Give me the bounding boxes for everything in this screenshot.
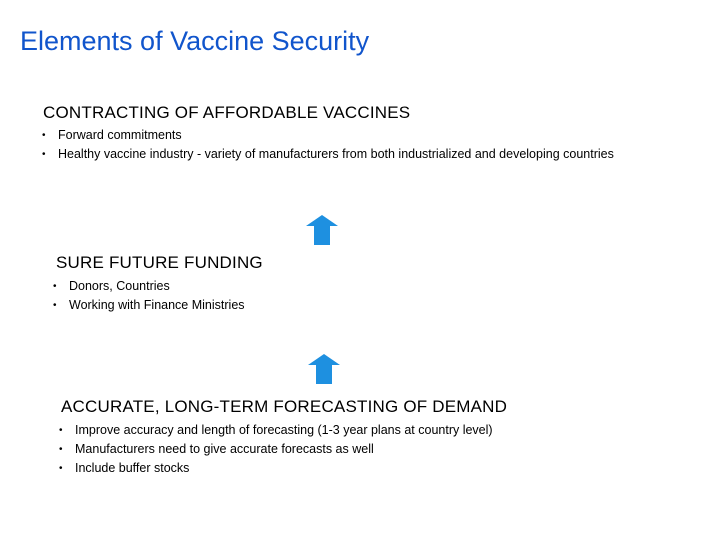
- list-item-text: Forward commitments: [58, 128, 182, 142]
- list-item: [42, 126, 642, 145]
- bullet-icon: •: [42, 130, 46, 141]
- section-heading: ACCURATE, LONG-TERM FORECASTING OF DEMAND: [61, 397, 508, 416]
- list-item-text: Include buffer stocks: [75, 461, 190, 475]
- section-heading: CONTRACTING OF AFFORDABLE VACCINES: [43, 103, 411, 122]
- bullet-list: [59, 421, 619, 478]
- list-item-text: Improve accuracy and length of forecasting (1-3 year plans at country level): [75, 423, 493, 437]
- list-item: [53, 277, 453, 296]
- section-heading: SURE FUTURE FUNDING: [56, 253, 263, 272]
- bullet-icon: •: [59, 444, 63, 455]
- list-item-text: Donors, Countries: [69, 279, 170, 293]
- list-item-text: Working with Finance Ministries: [69, 298, 245, 312]
- up-arrow-icon: [306, 214, 338, 246]
- bullet-icon: •: [42, 149, 46, 160]
- list-item-text: Healthy vaccine industry - variety of manufacturers from both industrialized and developing countries: [58, 147, 614, 161]
- list-item: [59, 459, 619, 478]
- page-title: Elements of Vaccine Security: [20, 26, 370, 56]
- bullet-icon: •: [59, 463, 63, 474]
- bullet-list: [53, 277, 453, 315]
- bullet-icon: •: [53, 300, 57, 311]
- list-item: [59, 421, 619, 440]
- list-item: [42, 145, 642, 164]
- list-item-text: Manufacturers need to give accurate forecasts as well: [75, 442, 374, 456]
- up-arrow-icon: [308, 353, 340, 385]
- bullet-list: [42, 126, 642, 164]
- list-item: [59, 440, 619, 459]
- bullet-icon: •: [53, 281, 57, 292]
- bullet-icon: •: [59, 425, 63, 436]
- list-item: [53, 296, 453, 315]
